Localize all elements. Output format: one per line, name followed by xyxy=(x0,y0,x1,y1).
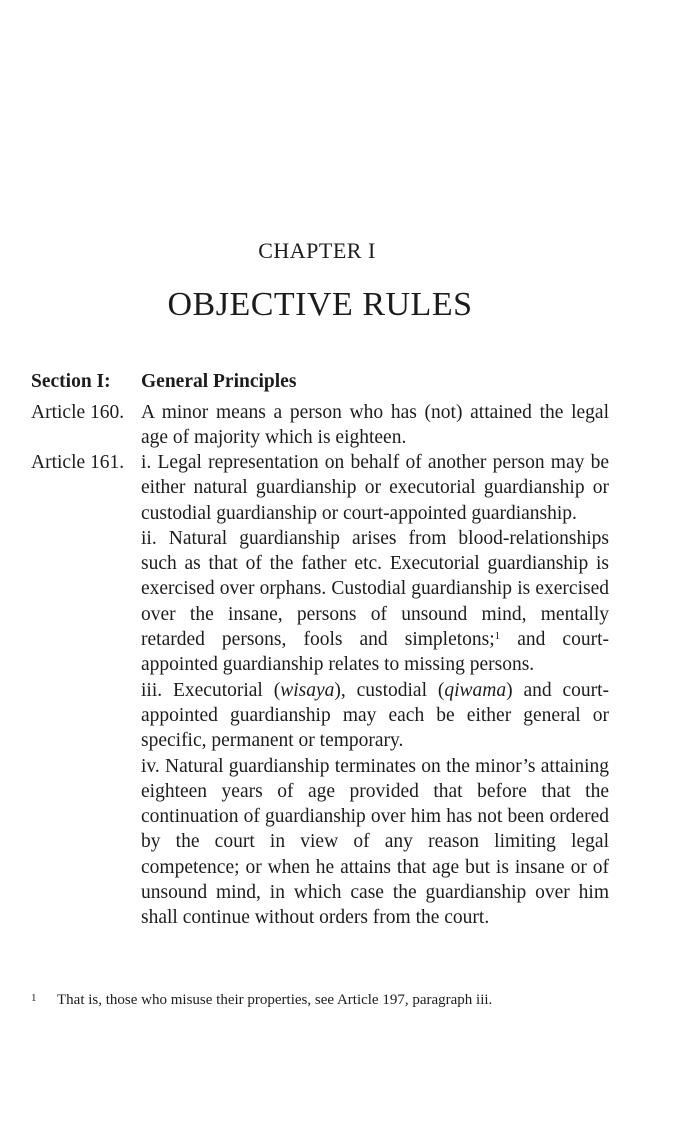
paragraph-i: i. Legal representation on behalf of another person may be either natural guardianship or executorial guardianship or custodial guardianship or court-appointed guardianship. xyxy=(141,452,609,524)
term-qiwama: qiwama xyxy=(444,679,507,701)
paragraph-ii xyxy=(141,526,609,678)
footnote-reference: 1 xyxy=(494,630,501,643)
chapter-title: OBJECTIVE RULES xyxy=(167,286,473,323)
section-title: General Principles xyxy=(141,371,297,392)
chapter-label: CHAPTER I xyxy=(258,238,376,263)
paragraph-iv: iv. Natural guardianship terminates on the minor’s attaining eighteen years of age provided that before that the continuation of guardianship over him has not been ordered by the court in view of any reason limiting legal competence; or when he attains that age but is insane or of unsound mind, in which case the guardianship over him shall continue without orders from the court. xyxy=(141,755,609,929)
footnote-text: That is, those who misuse their properties, see Article 197, paragraph iii. xyxy=(57,992,493,1008)
paragraph-iii xyxy=(141,678,609,754)
article-label: Article 161. xyxy=(31,452,125,473)
section-label: Section I: xyxy=(31,371,111,392)
paragraph-ii-text: ii. Natural guardianship arises from blood-relationships such as that of the father etc. Executorial guardianship is exercised over orphans. Custodial guardianship is exercised over the insane, persons of unsound mind, mentally retarded persons, fools and simpletons; xyxy=(141,527,609,651)
article-label: Article 160. xyxy=(31,402,125,423)
paragraph-iii-text: ), custodial ( xyxy=(334,679,445,701)
article-body xyxy=(141,450,609,931)
term-wisaya: wisaya xyxy=(280,679,335,701)
footnote-mark: 1 xyxy=(31,992,37,1004)
paragraph-iii-text: iii. Executorial ( xyxy=(141,679,281,701)
paragraph-iii-text: ) and court-appointed guardianship may each be either general or specific, permanent or temporary. xyxy=(141,679,610,752)
article-text: A minor means a person who has (not) attained the legal age of majority which is eighteen. xyxy=(141,402,609,449)
paragraph-ii-text-cont: and court-appointed guardianship relates to missing persons. xyxy=(141,629,609,676)
